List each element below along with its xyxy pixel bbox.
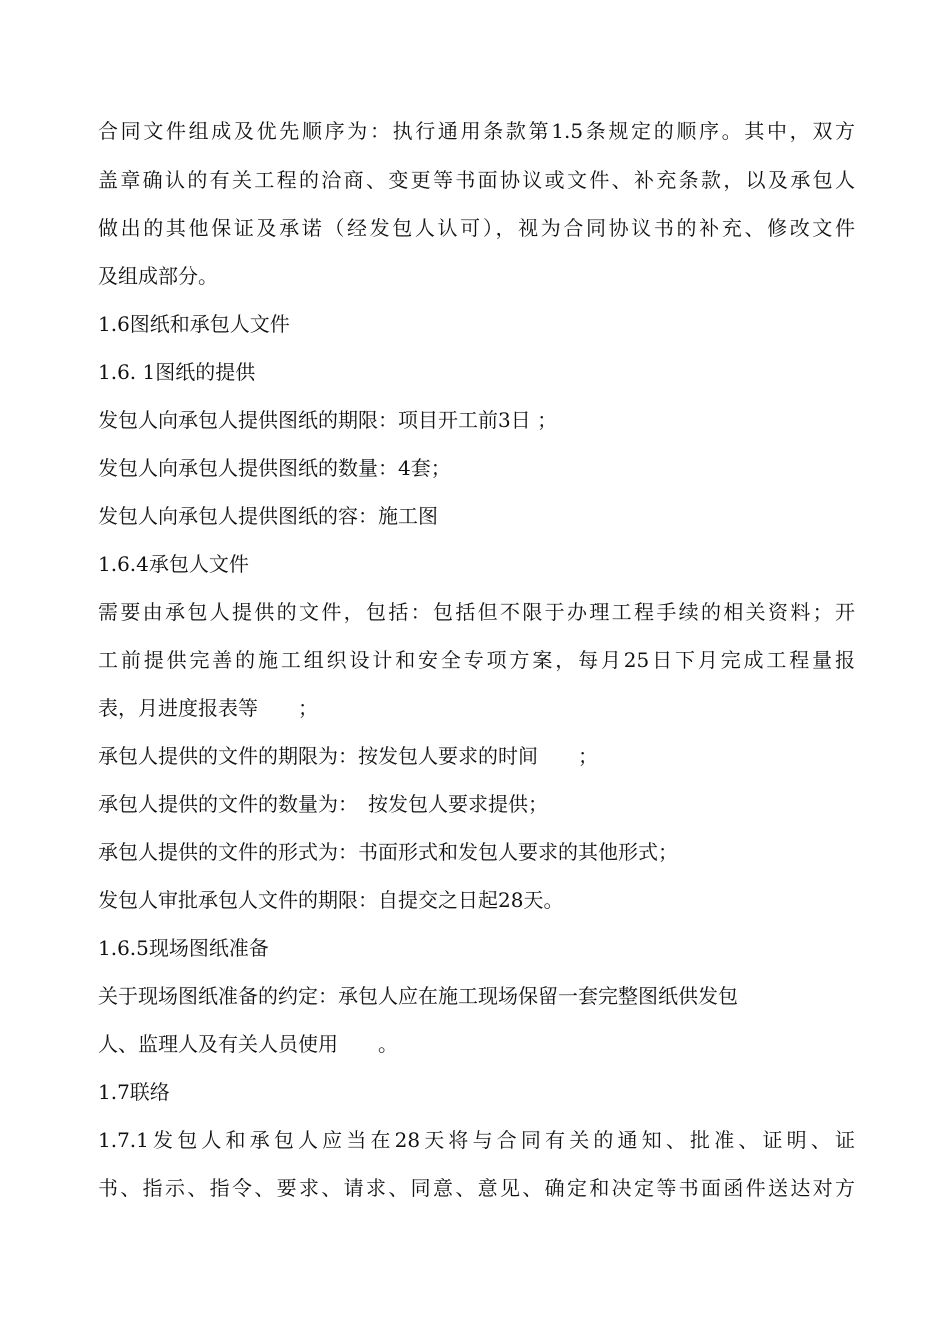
paragraph-line: 发包人向承包人提供图纸的期限：项目开工前3日 ； xyxy=(98,408,558,432)
paragraph-line: 发包人审批承包人文件的期限：自提交之日起28天。 xyxy=(98,888,564,912)
paragraph-line: 及组成部分。 xyxy=(98,264,218,288)
paragraph-line: 承包人提供的文件的期限为：按发包人要求的时间 ； xyxy=(98,744,598,768)
paragraph-line: 盖章确认的有关工程的洽商、变更等书面协议或文件、补充条款，以及承包人 xyxy=(98,168,855,192)
section-heading: 1.6图纸和承包人文件 xyxy=(98,312,290,336)
paragraph-line: 需要由承包人提供的文件，包括：包括但不限于办理工程手续的相关资料；开 xyxy=(98,600,855,624)
paragraph-line: 书、指示、指令、要求、请求、同意、意见、确定和决定等书面函件送达对方 xyxy=(98,1176,855,1200)
paragraph-line: 表，月进度报表等 ； xyxy=(98,696,318,720)
paragraph-line: 做出的其他保证及承诺（经发包人认可），视为合同协议书的补充、修改文件 xyxy=(98,216,855,240)
subsection-heading: 1.6. 1图纸的提供 xyxy=(98,360,256,384)
paragraph-line: 1.7.1发包人和承包人应当在28天将与合同有关的通知、批准、证明、证 xyxy=(98,1128,855,1152)
paragraph-line: 关于现场图纸准备的约定：承包人应在施工现场保留一套完整图纸供发包 xyxy=(98,984,738,1008)
paragraph-line: 承包人提供的文件的形式为：书面形式和发包人要求的其他形式； xyxy=(98,840,678,864)
subsection-heading: 1.6.5现场图纸准备 xyxy=(98,936,269,960)
section-heading: 1.7联络 xyxy=(98,1080,170,1104)
paragraph-line: 承包人提供的文件的数量为： 按发包人要求提供； xyxy=(98,792,548,816)
subsection-heading: 1.6.4承包人文件 xyxy=(98,552,249,576)
paragraph-line: 发包人向承包人提供图纸的数量：4套； xyxy=(98,456,451,480)
paragraph-line: 人、监理人及有关人员使用 。 xyxy=(98,1032,398,1056)
paragraph-line: 工前提供完善的施工组织设计和安全专项方案，每月25日下月完成工程量报 xyxy=(98,648,855,672)
paragraph-line: 合同文件组成及优先顺序为：执行通用条款第1.5条规定的顺序。其中，双方 xyxy=(98,119,855,143)
paragraph-line: 发包人向承包人提供图纸的容：施工图 xyxy=(98,504,438,528)
